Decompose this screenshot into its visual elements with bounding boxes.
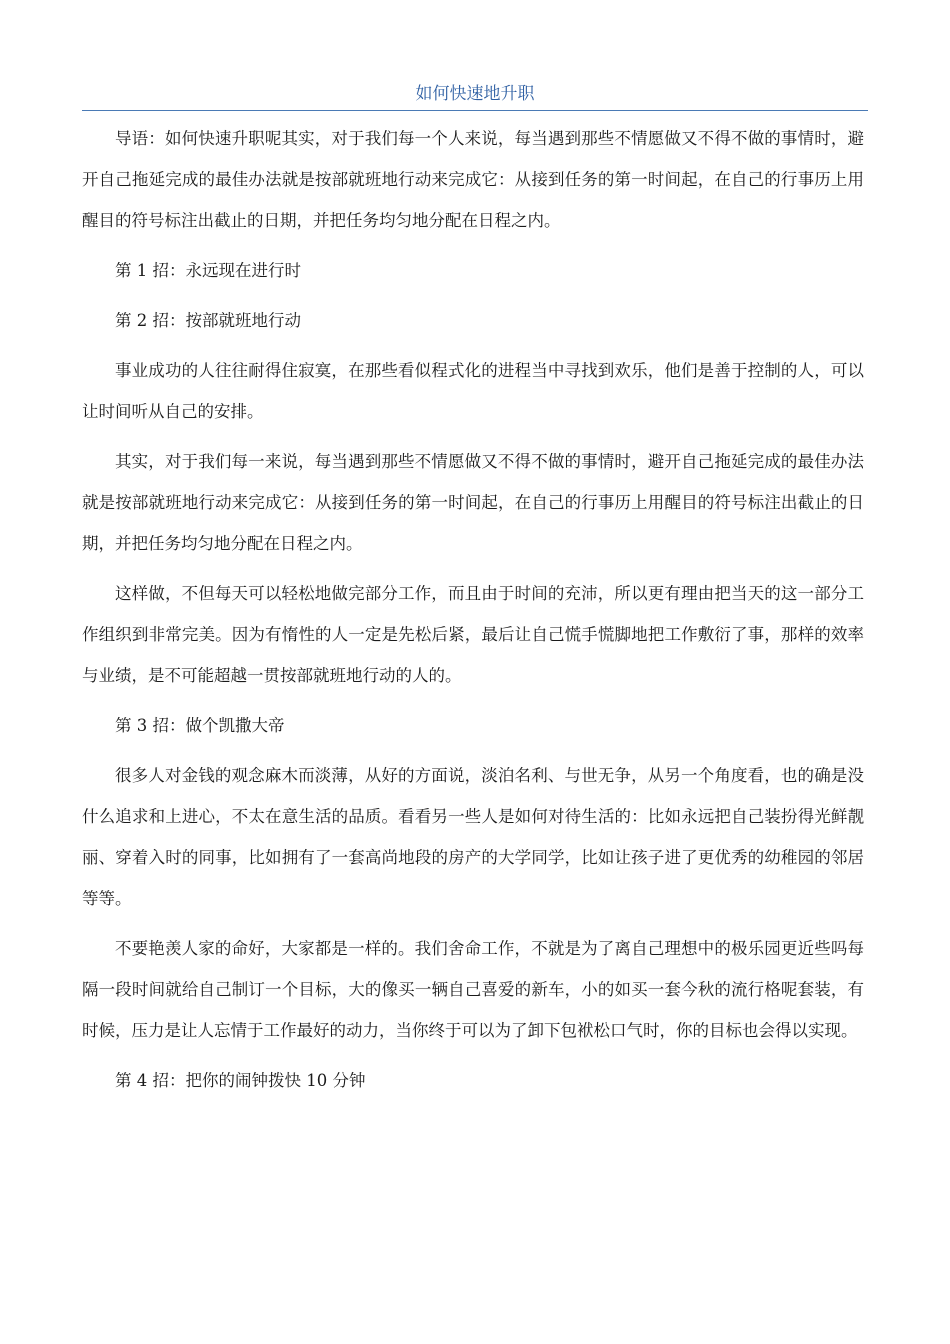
body-paragraph: 这样做，不但每天可以轻松地做完部分工作，而且由于时间的充沛，所以更有理由把当天的这一部分工作组织到非常完美。因为有惰性的人一定是先松后紧，最后让自己慌手慌脚地把工作敷衍了事，那样的效率与业绩，是不可能超越一贯按部就班地行动的人的。: [82, 584, 864, 685]
page-header: [82, 80, 868, 111]
body-paragraph: 不要艳羡人家的命好，大家都是一样的。我们舍命工作，不就是为了离自己理想中的极乐园更近些吗每隔一段时间就给自己制订一个目标，大的像买一辆自己喜爱的新车，小的如买一套今秋的流行格呢套装，有时候，压力是让人忘情于工作最好的动力，当你终于可以为了卸下包袱松口气时，你的目标也会得以实现。: [82, 939, 864, 1040]
document-title: 如何快速地升职: [415, 84, 535, 104]
body-paragraph: 事业成功的人往往耐得住寂寞，在那些看似程式化的进程当中寻找到欢乐，他们是善于控制的人，可以让时间听从自己的安排。: [82, 361, 864, 421]
tip-3-heading: 第 3 招：做个凯撒大帝: [115, 716, 285, 735]
intro-paragraph: 导语：如何快速升职呢其实，对于我们每一个人来说，每当遇到那些不情愿做又不得不做的事情时，避开自己拖延完成的最佳办法就是按部就班地行动来完成它：从接到任务的第一时间起，在自己的行事历上用醒目的符号标注出截止的日期，并把任务均匀地分配在日程之内。: [82, 129, 864, 230]
document-body: [82, 118, 864, 1101]
tip-2-heading: 第 2 招：按部就班地行动: [115, 311, 301, 330]
tip-4-heading: 第 4 招：把你的闹钟拨快 10 分钟: [115, 1071, 366, 1090]
body-paragraph: 很多人对金钱的观念麻木而淡薄，从好的方面说，淡泊名利、与世无争，从另一个角度看，也的确是没什么追求和上进心，不太在意生活的品质。看看另一些人是如何对待生活的：比如永远把自己装扮得光鲜靓丽、穿着入时的同事，比如拥有了一套高尚地段的房产的大学同学，比如让孩子进了更优秀的幼稚园的邻居等等。: [82, 766, 864, 908]
body-paragraph: 其实，对于我们每一来说，每当遇到那些不情愿做又不得不做的事情时，避开自己拖延完成的最佳办法就是按部就班地行动来完成它：从接到任务的第一时间起，在自己的行事历上用醒目的符号标注出截止的日期，并把任务均匀地分配在日程之内。: [82, 452, 864, 553]
tip-1-heading: 第 1 招：永远现在进行时: [115, 261, 301, 280]
